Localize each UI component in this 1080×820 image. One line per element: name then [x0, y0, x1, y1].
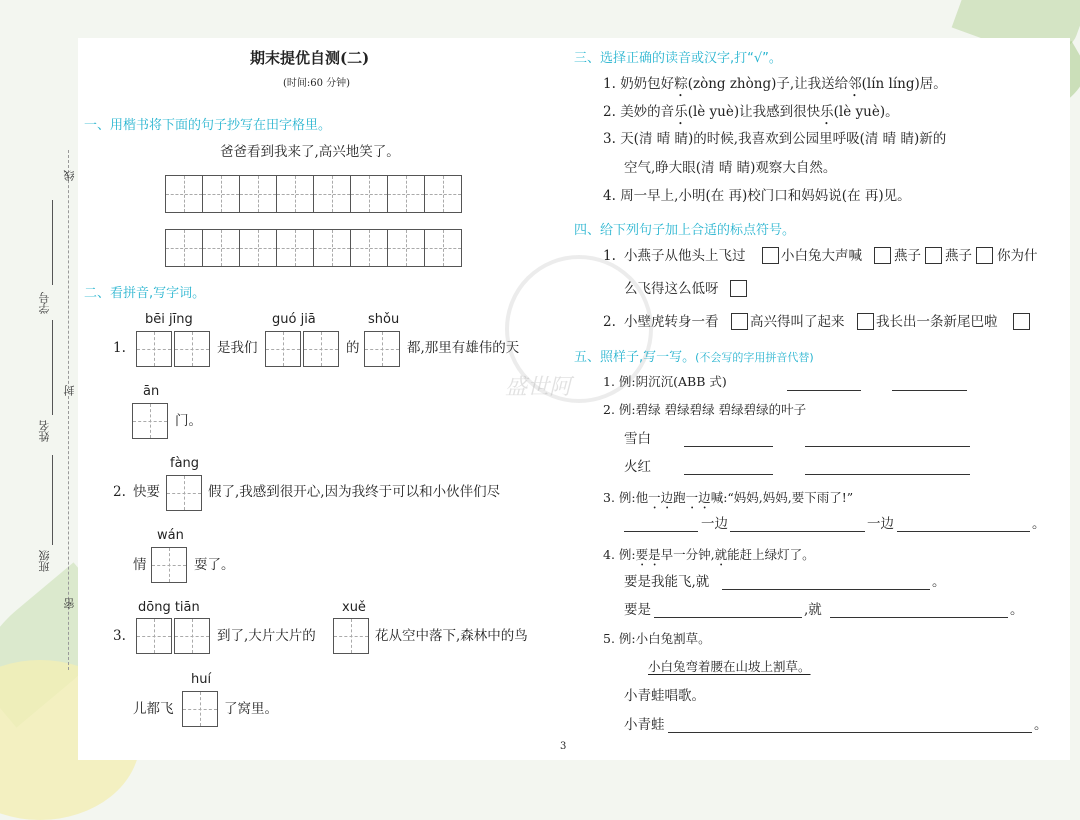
q2-1-text1: 是我们: [217, 340, 258, 356]
pinyin-an: ān: [143, 384, 160, 399]
answer-line[interactable]: [830, 617, 1008, 618]
tianzi-box[interactable]: [151, 547, 187, 583]
xuehao-line[interactable]: [52, 200, 53, 285]
s5-q2-word1: 雪白: [624, 431, 651, 447]
punctuation-box[interactable]: [1013, 313, 1030, 330]
tianzi-box[interactable]: [364, 331, 400, 367]
s4-q1-seg2: 小白兔大声喊: [781, 248, 862, 264]
s3-item3: 3. 天(清 晴 睛)的时候,我喜欢到公园里呼吸(清 晴 睛)新的: [603, 131, 947, 147]
s5-q5-line1: 小青蛙唱歌。: [624, 688, 705, 704]
s4-q2-number: 2.: [603, 314, 616, 330]
answer-line[interactable]: [722, 589, 930, 590]
punctuation-box[interactable]: [976, 247, 993, 264]
section3-heading: 三、选择正确的读音或汉字,打“√”。: [574, 51, 782, 66]
tianzi-box[interactable]: [303, 331, 339, 367]
margin-label-xingming: 姓名: [38, 420, 51, 442]
binding-line: [68, 150, 69, 670]
s5-q4-line2a: 要是: [624, 602, 651, 618]
q2-2-text4: 耍了。: [194, 557, 235, 573]
s4-q1-seg5: 你为什: [997, 248, 1038, 264]
s4-q2-seg1: 小壁虎转身一看: [624, 314, 719, 330]
s3-item3-cont: 空气,睁大眼(清 晴 睛)观察大自然。: [624, 160, 837, 176]
punctuation-box[interactable]: [730, 280, 747, 297]
s5-q4-line1: 要是我能飞,就: [624, 574, 710, 590]
tianzi-box[interactable]: [174, 618, 210, 654]
section1-heading: 一、用楷书将下面的句子抄写在田字格里。: [84, 118, 332, 133]
q2-3-number: 3.: [113, 628, 126, 644]
pinyin-shou: shǒu: [368, 312, 400, 327]
tianzi-box[interactable]: [333, 618, 369, 654]
s5-q3-end: 。: [1032, 516, 1046, 532]
page-title: 期末提优自测(二): [250, 49, 370, 67]
tianzi-box[interactable]: [136, 618, 172, 654]
s4-q1-seg6: 么飞得这么低呀: [624, 281, 719, 297]
section1-sentence: 爸爸看到我来了,高兴地笑了。: [220, 144, 400, 160]
page-subtitle: (时间:60 分钟): [283, 78, 351, 89]
q2-3-text4: 了窝里。: [224, 701, 278, 717]
answer-line[interactable]: [668, 732, 1032, 733]
s5-q1: 1. 例:阴沉沉(ABB 式): [603, 374, 727, 389]
s3-item2: 2. 美妙的音乐(lè yuè)让我感到很快乐(lè yuè)。: [603, 104, 899, 120]
xingming-line[interactable]: [52, 320, 53, 415]
s4-q1-seg4: 燕子: [945, 248, 972, 264]
answer-line[interactable]: [897, 531, 1030, 532]
pinyin-fang: fàng: [170, 456, 200, 471]
tianzi-box[interactable]: [132, 403, 168, 439]
q2-1-text4: 门。: [175, 413, 202, 429]
writing-grid-row1[interactable]: [166, 175, 462, 213]
tianzi-box[interactable]: [174, 331, 210, 367]
pinyin-xue: xuě: [342, 600, 366, 615]
tianzi-box[interactable]: [182, 691, 218, 727]
q2-2-text3: 情: [133, 557, 147, 573]
q2-2-text2: 假了,我感到很开心,因为我终于可以和小伙伴们尽: [208, 484, 501, 500]
q2-1-number: 1.: [113, 340, 126, 356]
q2-2-text1: 快要: [133, 484, 160, 500]
s5-q3-fill2: 一边: [867, 516, 894, 532]
s3-item1: 1. 奶奶包好粽(zòng zhòng)子,让我送给邻(lín líng)居。: [603, 76, 947, 92]
s5-q2-word2: 火红: [624, 459, 651, 475]
punctuation-box[interactable]: [925, 247, 942, 264]
s3-item4: 4. 周一早上,小明(在 再)校门口和妈妈说(在 再)见。: [603, 188, 911, 204]
pinyin-dongtian: dōng tiān: [138, 600, 200, 615]
tianzi-box[interactable]: [166, 475, 202, 511]
s5-q4: 4. 例:要是早一分钟,就能赶上绿灯了。: [603, 547, 815, 562]
watermark-text: 盛世阿: [505, 375, 572, 400]
answer-line[interactable]: [684, 446, 773, 447]
pinyin-guojia: guó jiā: [272, 312, 316, 327]
s4-q1-seg3: 燕子: [894, 248, 921, 264]
s5-q3-fill1: 一边: [701, 516, 728, 532]
s5-q4-line1-end: 。: [932, 574, 946, 590]
section4-heading: 四、给下列句子加上合适的标点符号。: [574, 223, 796, 238]
section5-heading: 五、照样子,写一写。(不会写的字用拼音代替): [574, 350, 814, 365]
writing-grid-row2[interactable]: [166, 229, 462, 267]
s4-q2-seg2: 高兴得叫了起来: [750, 314, 845, 330]
s4-q1-seg1: 小燕子从他头上飞过: [624, 248, 746, 264]
tianzi-box[interactable]: [265, 331, 301, 367]
s5-q5: 5. 例:小白兔割草。: [603, 631, 711, 646]
margin-label-xuehao: 学号: [38, 292, 51, 314]
answer-line[interactable]: [892, 390, 967, 391]
pinyin-hui: huí: [191, 672, 212, 687]
q2-1-text3: 都,那里有雄伟的天: [407, 340, 520, 356]
q2-3-text1: 到了,大片大片的: [217, 628, 316, 644]
q2-1-text2: 的: [346, 340, 360, 356]
s5-q4-line2-end: 。: [1010, 602, 1024, 618]
punctuation-box[interactable]: [762, 247, 779, 264]
tianzi-box[interactable]: [136, 331, 172, 367]
pinyin-wan: wán: [157, 528, 184, 543]
margin-label-feng: 封: [63, 385, 76, 396]
answer-line[interactable]: [787, 390, 861, 391]
margin-label-xian: 线: [63, 170, 76, 181]
page-number: 3: [560, 741, 567, 752]
answer-line[interactable]: [684, 474, 773, 475]
margin-label-banji: 班级: [38, 550, 51, 572]
q2-3-text2: 花从空中落下,森林中的鸟: [375, 628, 528, 644]
q2-3-text3: 儿都飞: [133, 701, 174, 717]
banji-line[interactable]: [52, 455, 53, 545]
s4-q2-seg3: 我长出一条新尾巴啦: [876, 314, 998, 330]
answer-line[interactable]: [654, 617, 802, 618]
punctuation-box[interactable]: [874, 247, 891, 264]
section2-heading: 二、看拼音,写字词。: [84, 286, 206, 301]
s5-q5-end: 。: [1034, 717, 1048, 733]
answer-line[interactable]: [805, 474, 970, 475]
pinyin-beijing: bēi jīng: [145, 312, 193, 327]
punctuation-box[interactable]: [731, 313, 748, 330]
s5-q3: 3. 例:他一边跑一边喊:“妈妈,妈妈,要下雨了!”: [603, 490, 854, 505]
punctuation-box[interactable]: [857, 313, 874, 330]
answer-line[interactable]: [730, 531, 865, 532]
s5-q5-answer: 小白兔弯着腰在山坡上割草。: [648, 659, 811, 674]
q2-2-number: 2.: [113, 484, 126, 500]
s5-q5-line2: 小青蛙: [624, 717, 665, 733]
s5-q2: 2. 例:碧绿 碧绿碧绿 碧绿碧绿的叶子: [603, 402, 807, 417]
s5-q4-line2b: ,就: [804, 602, 822, 618]
answer-line[interactable]: [624, 531, 698, 532]
s4-q1-number: 1.: [603, 248, 616, 264]
margin-label-mi: 密: [63, 598, 76, 609]
answer-line[interactable]: [805, 446, 970, 447]
